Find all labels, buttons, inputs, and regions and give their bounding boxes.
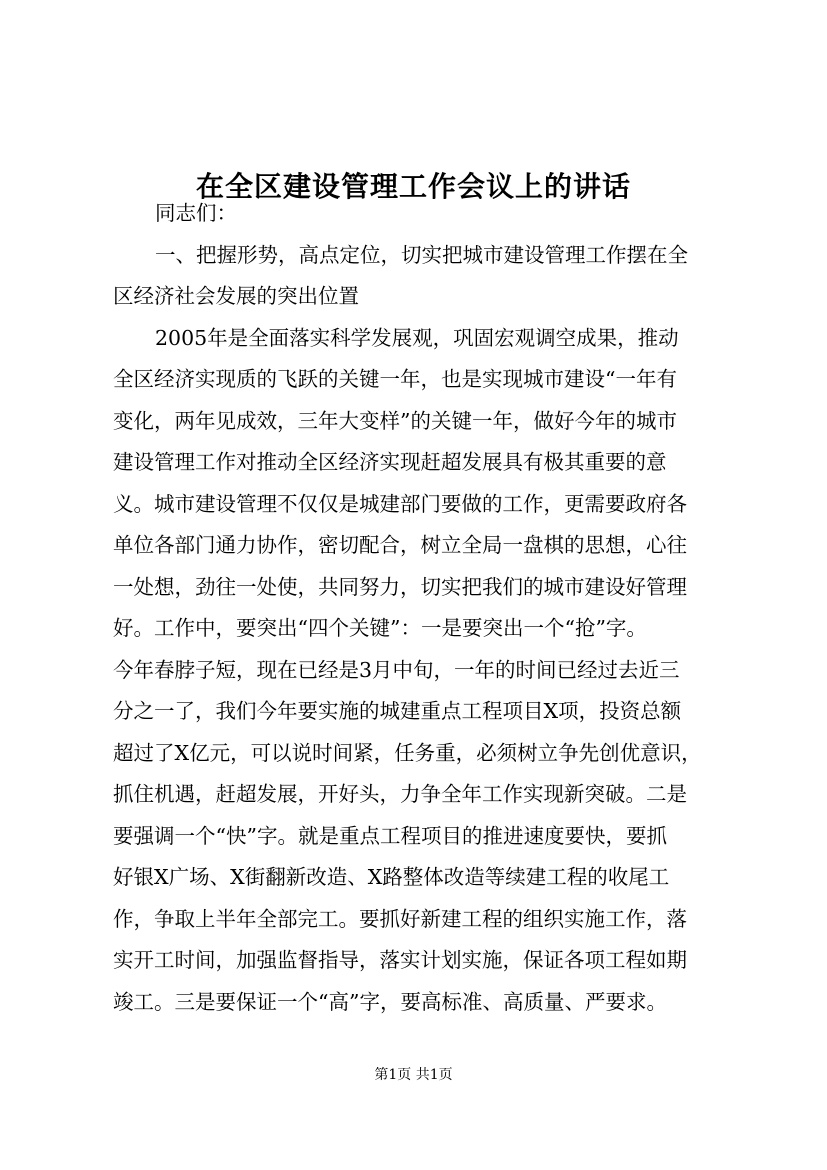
body-line: 一、把握形势，高点定位，切实把城市建设管理工作摆在全 bbox=[155, 243, 688, 267]
body-line: 2005年是全面落实科学发展观，巩固宏观调空成果，推动 bbox=[155, 326, 679, 350]
body-line: 区经济社会发展的突出位置 bbox=[113, 284, 359, 308]
body-line: 变化，两年见成效，三年大变样”的关键一年，做好今年的城市 bbox=[113, 409, 677, 433]
body-line: 竣工。三是要保证一个“高”字，要高标准、高质量、严要求。 bbox=[113, 990, 667, 1014]
body-line: 同志们： bbox=[155, 201, 237, 225]
body-line: 单位各部门通力协作，密切配合，树立全局一盘棋的思想，心往 bbox=[113, 533, 687, 557]
body-line: 全区经济实现质的飞跃的关键一年，也是实现城市建设“一年有 bbox=[113, 367, 677, 391]
body-line: 一处想，劲往一处使，共同努力，切实把我们的城市建设好管理 bbox=[113, 575, 687, 599]
body-line: 分之一了，我们今年要实施的城建重点工程项目X项，投资总额 bbox=[113, 699, 682, 723]
body-line: 好银X广场、X街翻新改造、X路整体改造等续建工程的收尾工 bbox=[113, 865, 670, 889]
body-line: 今年春脖子短，现在已经是3月中旬，一年的时间已经过去近三 bbox=[113, 658, 680, 682]
body-line: 实开工时间，加强监督指导，落实计划实施，保证各项工程如期 bbox=[113, 948, 687, 972]
body-line: 义。城市建设管理不仅仅是城建部门要做的工作，更需要政府各 bbox=[113, 492, 687, 516]
body-line: 要强调一个“快”字。就是重点工程项目的推进速度要快，要抓 bbox=[113, 824, 667, 848]
body-line: 建设管理工作对推动全区经济实现赶超发展具有极其重要的意 bbox=[113, 450, 667, 474]
body-line: 抓住机遇，赶超发展，开好头，力争全年工作实现新突破。二是 bbox=[113, 782, 687, 806]
body-line: 超过了X亿元，可以说时间紧，任务重，必须树立争先创优意识， bbox=[113, 741, 702, 765]
page-title: 在全区建设管理工作会议上的讲话 bbox=[195, 169, 631, 203]
body-line: 好。工作中，要突出“四个关键”：一是要突出一个“抢”字。 bbox=[113, 616, 647, 640]
page-number-footer: 第1页 共1页 bbox=[374, 1067, 453, 1083]
body-line: 作，争取上半年全部完工。要抓好新建工程的组织实施工作，落 bbox=[113, 907, 687, 931]
